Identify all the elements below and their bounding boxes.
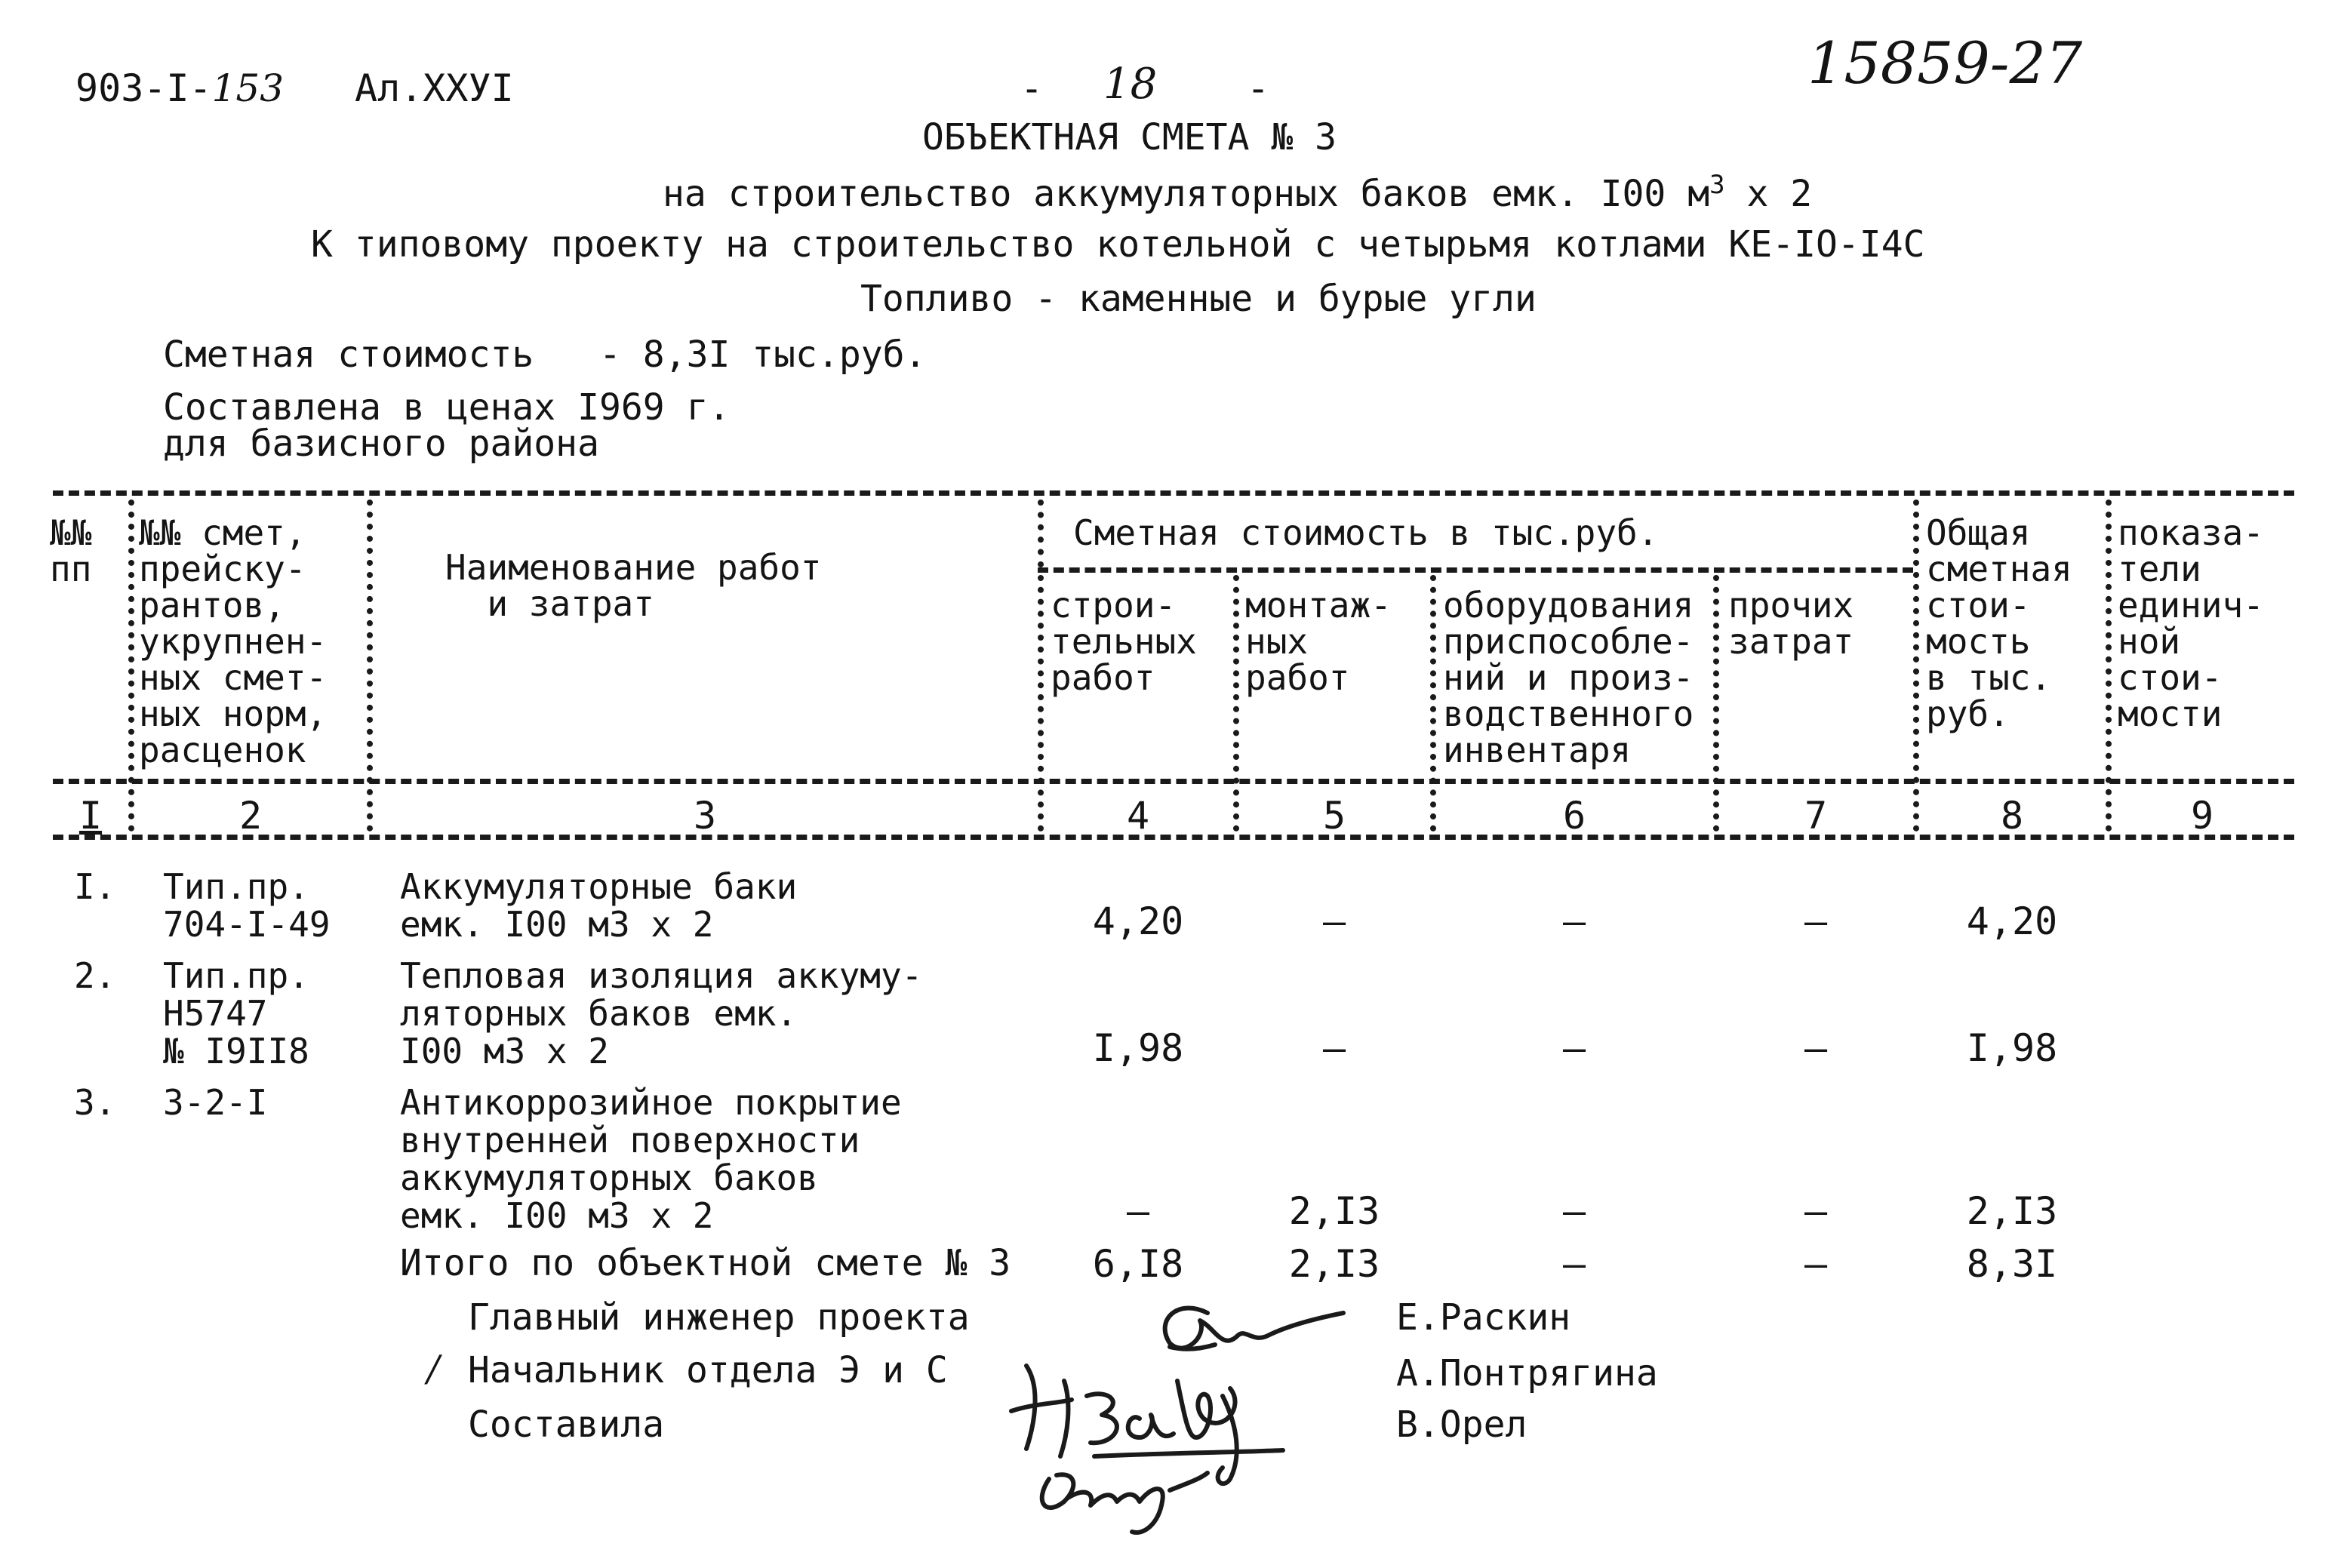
- row-number: 3.: [74, 1082, 116, 1123]
- column-number: I: [78, 794, 103, 838]
- column-number-rule: [53, 835, 2294, 840]
- column-number: 2: [238, 794, 263, 838]
- row-work-name: Аккумуляторные баки емк. I00 м3 х 2: [400, 866, 798, 945]
- column-number: 3: [693, 794, 717, 838]
- total-construction-cost: 6,I8: [1092, 1242, 1184, 1286]
- row-other-cost: –: [1804, 1026, 1828, 1070]
- handwritten-stamp-number: 15859-27: [1807, 29, 2083, 97]
- header-col9: показа- тели единич- ной стои- мости: [2118, 512, 2264, 734]
- header-col4: строи- тельных работ: [1051, 585, 1197, 698]
- header-cost-group: Сметная стоимость в тыс.руб.: [1073, 512, 1659, 553]
- column-number: 6: [1562, 794, 1586, 838]
- signature-name: В.Орел: [1396, 1404, 1527, 1446]
- column-separator: [128, 500, 134, 832]
- row-other-cost: –: [1804, 1189, 1828, 1233]
- header-col3: Наименование работ и затрат: [445, 547, 822, 624]
- header-col5: монтаж- ных работ: [1245, 585, 1392, 698]
- row-work-name: Тепловая изоляция аккуму- ляторных баков емк. I00 м3 х 2: [400, 955, 923, 1071]
- document-code-handwritten: 153: [211, 66, 285, 110]
- column-number: 9: [2190, 794, 2214, 838]
- header-bottom-rule: [53, 779, 2294, 784]
- column-separator: [2106, 500, 2112, 832]
- signature-check-mark: /: [427, 1348, 440, 1390]
- row-reference: Тип.пр. Н5747 № I9II8: [163, 955, 309, 1071]
- project-reference: К типовому проекту на строительство котельной с четырьмя котлами КЕ-IО-I4С: [311, 223, 1925, 266]
- document-code-print: 903-I-: [75, 66, 212, 110]
- row-reference: 3-2-I: [163, 1082, 268, 1123]
- page-number: 18: [1103, 60, 1158, 109]
- row-equipment-cost: –: [1562, 1026, 1586, 1070]
- row-reference: Тип.пр. 704-I-49: [163, 866, 331, 945]
- row-number: 2.: [74, 955, 116, 996]
- signature-role: Главный инженер проекта: [468, 1296, 970, 1339]
- row-total-cost: I,98: [1966, 1026, 2058, 1070]
- estimate-subject-text: на строительство аккумуляторных баков емк. I00 м: [663, 173, 1710, 215]
- group-header-rule: [1038, 567, 1913, 573]
- header-col1: №№ пп: [50, 512, 92, 589]
- fuel-line: Топливо - каменные и бурые угли: [860, 278, 1537, 320]
- column-separator: [1913, 500, 1919, 832]
- signature-role: Начальник отдела Э и С: [468, 1349, 948, 1391]
- total-overall-cost: 8,3I: [1966, 1242, 2058, 1286]
- header-col6: оборудования приспособле- ний и произ- водственного инвентаря: [1443, 585, 1694, 770]
- row-total-cost: 4,20: [1966, 899, 2058, 943]
- row-construction-cost: 4,20: [1092, 899, 1184, 943]
- column-number: 4: [1126, 794, 1150, 838]
- document-code: [75, 66, 285, 110]
- table-top-rule: [53, 490, 2294, 496]
- handwritten-signatures: [981, 1275, 1374, 1547]
- estimate-subject: [663, 170, 1813, 215]
- region-basis: для базисного района: [163, 423, 599, 465]
- column-number: 7: [1804, 794, 1828, 838]
- row-installation-cost: –: [1322, 1026, 1346, 1070]
- total-equipment-cost: –: [1562, 1242, 1586, 1286]
- header-col8: Общая сметная стои- мость в тыс. руб.: [1926, 512, 2072, 734]
- row-equipment-cost: –: [1562, 1189, 1586, 1233]
- signature-name: Е.Раскин: [1396, 1296, 1571, 1339]
- row-construction-cost: I,98: [1092, 1026, 1184, 1070]
- row-total-cost: 2,I3: [1966, 1189, 2058, 1233]
- column-separator: [1713, 575, 1719, 832]
- row-installation-cost: 2,I3: [1288, 1189, 1380, 1233]
- estimate-title: ОБЪЕКТНАЯ СМЕТА № 3: [922, 116, 1337, 158]
- header-col2: №№ смет, прейску- рантов, укрупнен- ных смет- ных норм, расценок: [139, 512, 328, 770]
- total-installation-cost: 2,I3: [1288, 1242, 1380, 1286]
- estimated-cost: Сметная стоимость - 8,3I тыс.руб.: [163, 334, 927, 376]
- column-separator: [1430, 575, 1436, 832]
- row-other-cost: –: [1804, 899, 1828, 943]
- price-basis: Составлена в ценах I969 г.: [163, 386, 731, 429]
- signature-name: А.Понтрягина: [1396, 1352, 1658, 1394]
- header-col7: прочих затрат: [1728, 585, 1854, 662]
- unit-superscript: 3: [1709, 170, 1725, 200]
- row-equipment-cost: –: [1562, 899, 1586, 943]
- total-label: Итого по объектной смете № 3: [400, 1242, 1011, 1284]
- album-number: Ал.XXУI: [355, 66, 514, 110]
- signature-role: Составила: [468, 1404, 665, 1446]
- row-installation-cost: –: [1322, 899, 1346, 943]
- column-separator: [1038, 500, 1044, 567]
- page-dash-right: -: [1247, 66, 1270, 110]
- column-number: 8: [2000, 794, 2024, 838]
- estimate-subject-tail: х 2: [1724, 173, 1813, 215]
- column-number: 5: [1322, 794, 1346, 838]
- column-separator: [367, 500, 373, 832]
- page-dash-left: -: [1020, 66, 1044, 110]
- column-separator: [1233, 575, 1239, 832]
- column-separator: [1038, 575, 1044, 832]
- row-number: I.: [74, 866, 116, 907]
- row-construction-cost: –: [1126, 1189, 1150, 1233]
- row-work-name: Антикоррозийное покрытие внутренней поверхности аккумуляторных баков емк. I00 м3 х 2: [400, 1082, 902, 1236]
- total-other-cost: –: [1804, 1242, 1828, 1286]
